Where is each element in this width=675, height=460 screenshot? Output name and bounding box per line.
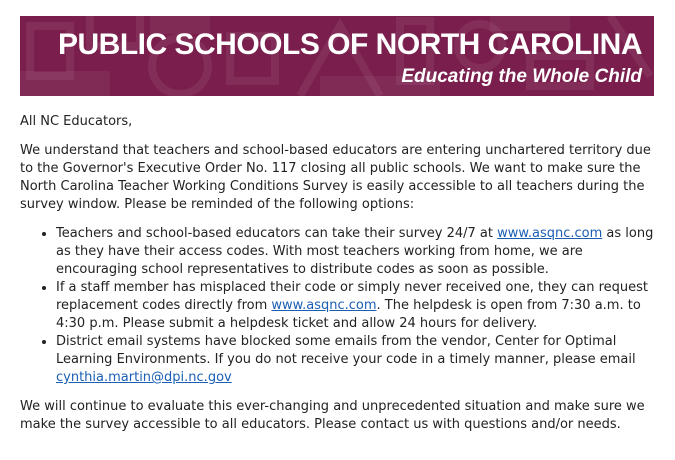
bullet-text: District email systems have blocked some emails from the vendor, Center for Optimal Learning Environments. If you do not receive your code in a timely manner, please email	[56, 334, 636, 367]
email-body	[20, 113, 660, 445]
banner-tagline: Educating the Whole Child	[401, 66, 642, 87]
bullet-text: Teachers and school-based educators can take their survey 24/7 at	[56, 226, 498, 241]
bullet-text: . The helpdesk is open from 7:30 a.m. to 4:30 p.m. Please submit a helpdesk ticket and allow 24 hours for delivery.	[56, 298, 641, 331]
intro-paragraph: We understand that teachers and school-based educators are entering unchartered territory due to the Governor's Executive Order No. 117 closing all public schools. We want to make sure the North Carolina Teacher Working Conditions Survey is easily accessible to all teachers during the survey window. Please be reminded of the following options:	[20, 143, 651, 212]
bullet-text: as long as they have their access codes. With most teachers working from home, we are encouraging school representatives to distribute codes as soon as possible.	[56, 226, 654, 277]
asqnc-link[interactable]: www.asqnc.com	[271, 298, 377, 313]
greeting: All NC Educators,	[20, 114, 133, 129]
banner-title: PUBLIC SCHOOLS OF NORTH CAROLINA	[58, 28, 642, 61]
closing-paragraph: We will continue to evaluate this ever-changing and unprecedented situation and make sure we make the survey accessible to all educators. Please contact us with questions and/or needs.	[20, 399, 645, 432]
header-banner	[20, 16, 654, 96]
asqnc-link[interactable]: www.asqnc.com	[497, 226, 603, 241]
options-list	[20, 225, 660, 387]
list-item	[56, 333, 660, 387]
list-item	[56, 225, 660, 279]
email-link[interactable]: cynthia.martin@dpi.nc.gov	[56, 370, 232, 385]
bullet-text: If a staff member has misplaced their code or simply never received one, they can request replacement codes directly from	[56, 280, 649, 313]
list-item	[56, 279, 660, 333]
